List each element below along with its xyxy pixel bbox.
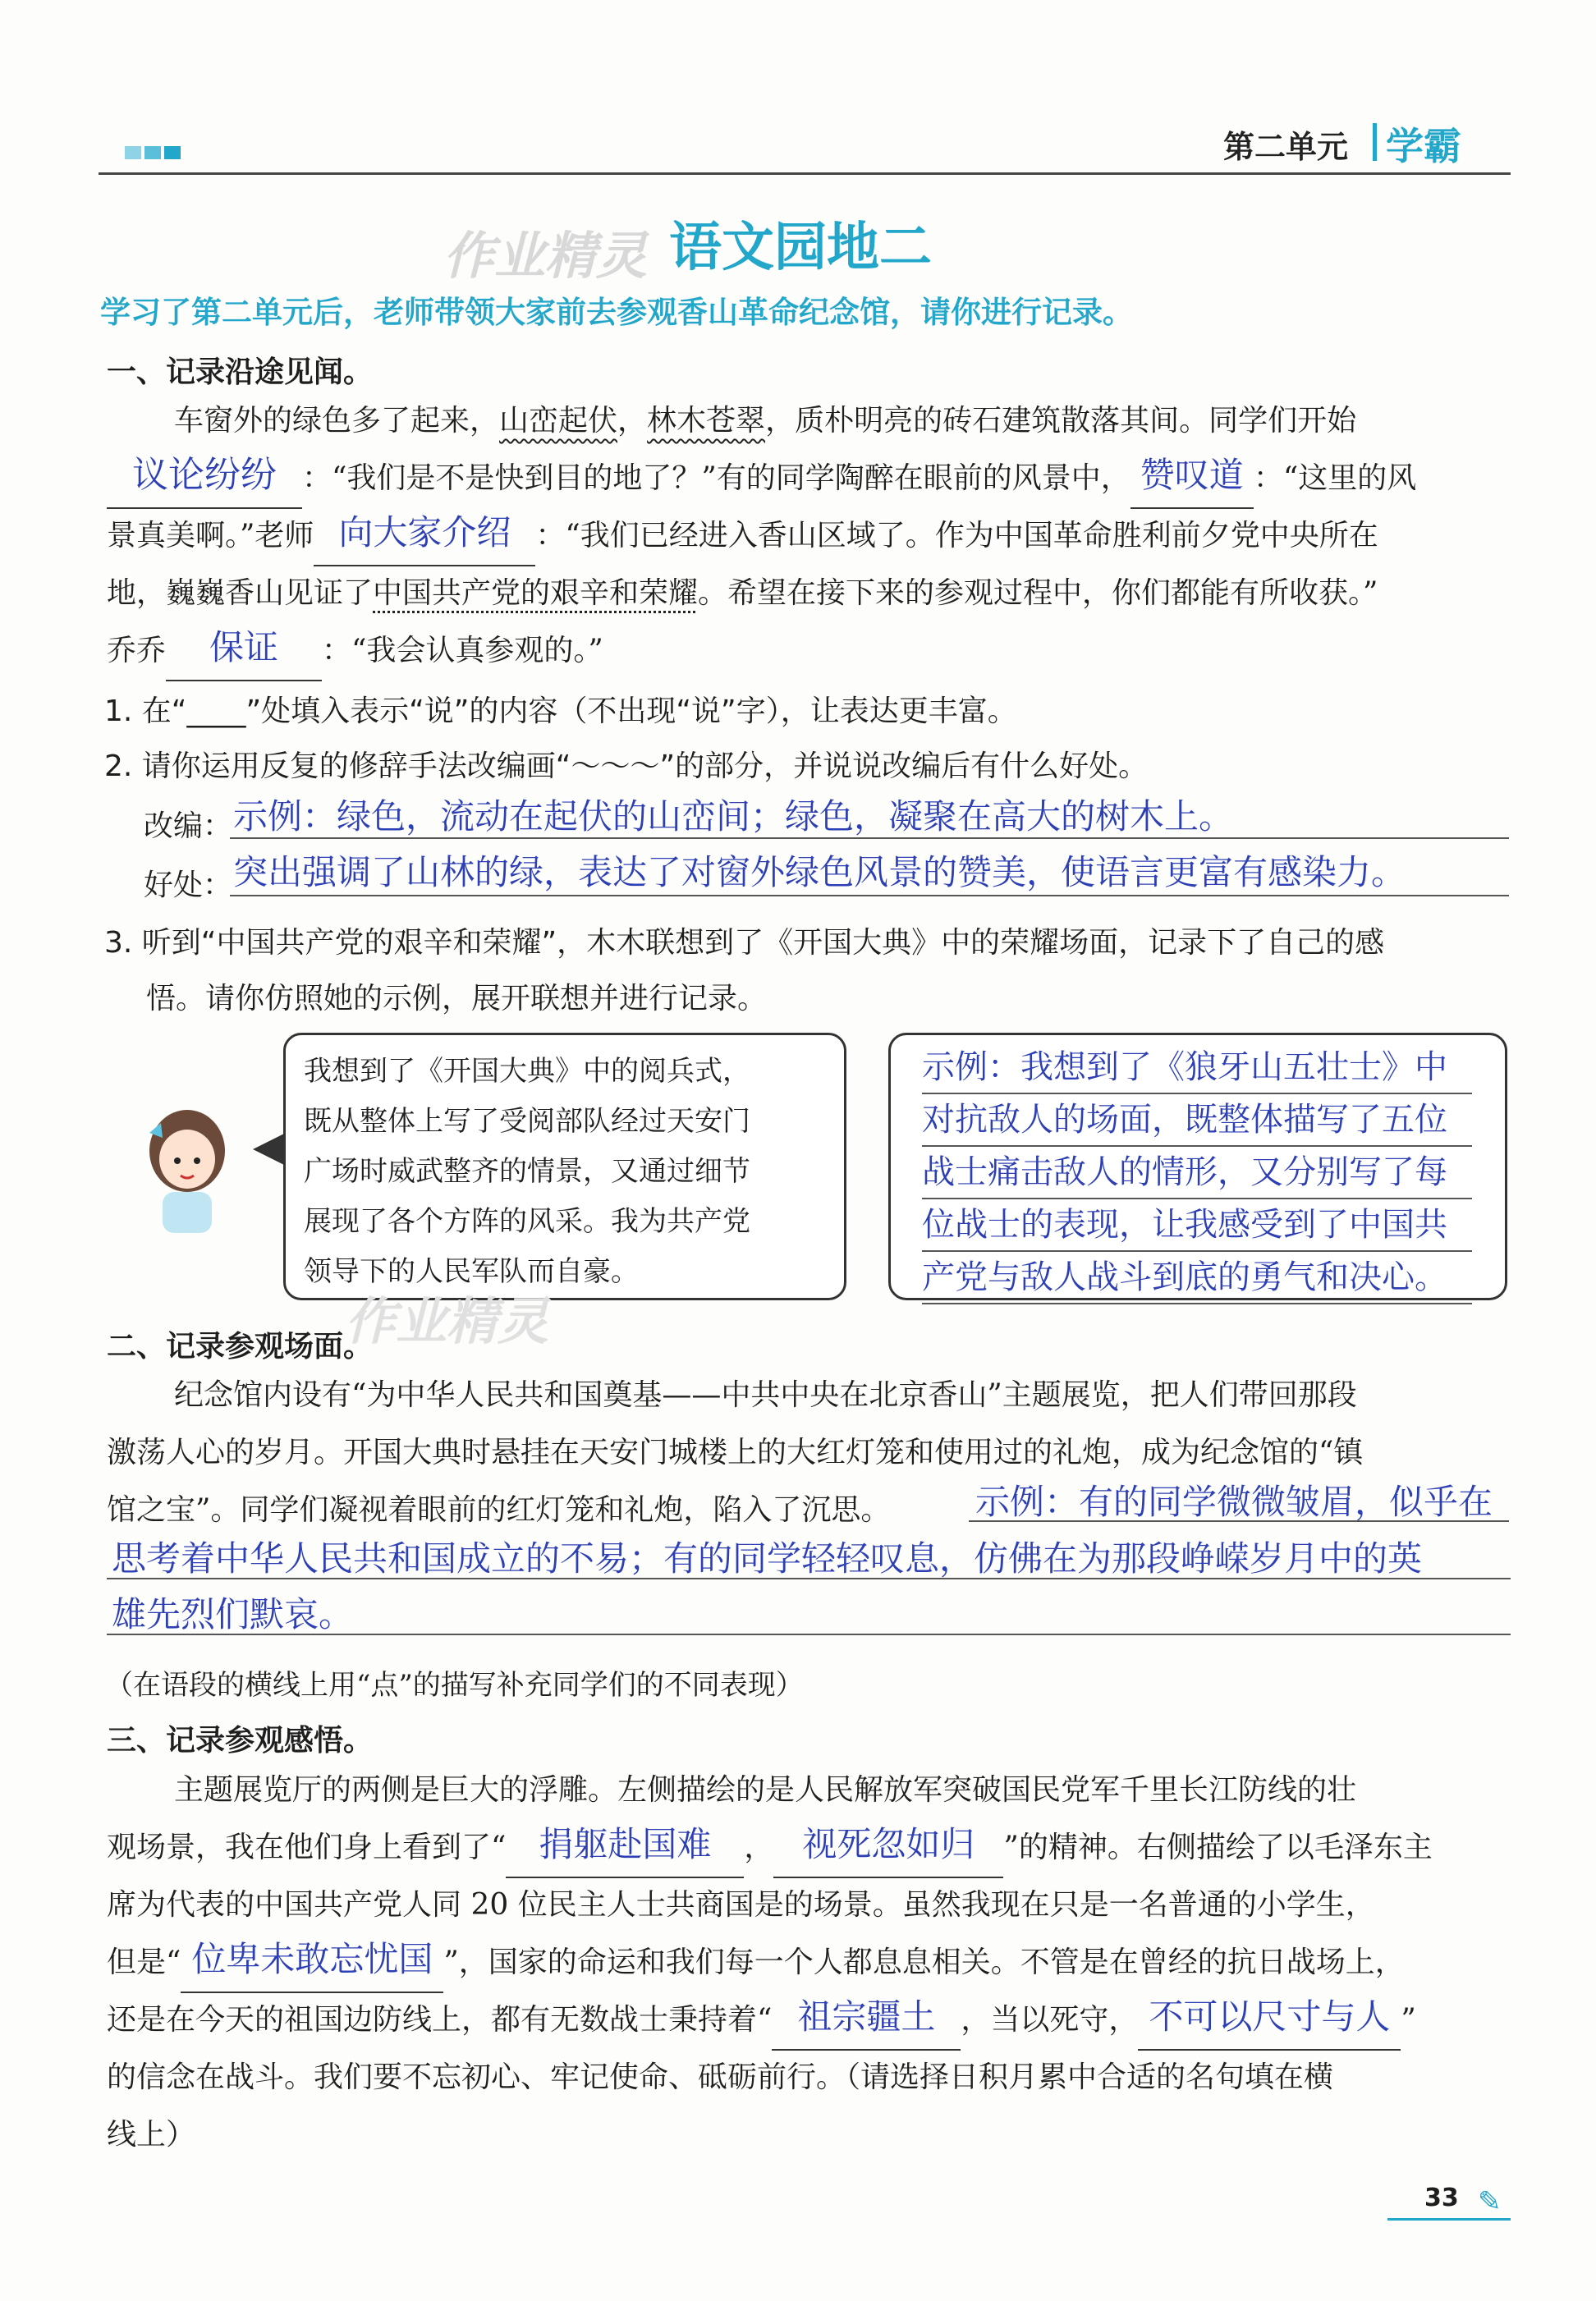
s1-line-5: 乔乔 保证 ：“我会认真参观的。” [107,622,1511,681]
bubble-line: 广场时威武整齐的情景，又通过细节 [304,1155,750,1188]
blank-s3-4[interactable]: 祖宗疆土 [772,1992,961,2051]
page-number: 33 [1424,2184,1459,2212]
watermark-2: 作业精灵 [345,1291,549,1351]
benefit-answer: 突出强调了山林的绿，表达了对窗外绿色风景的赞美，使语言更富有感染力。 [233,852,1406,892]
bubble-line: 展现了各个方阵的风采。我为共产党 [304,1205,750,1238]
blank-4[interactable]: 保证 [166,622,322,681]
girl-illustration [138,1100,236,1240]
answer-box-line: 对抗敌人的场面，既整体描写了五位 [922,1094,1472,1147]
blank-2[interactable]: 赞叹道 [1130,450,1254,509]
benefit-label: 好处： [144,869,233,902]
section-2-heading: 二、记录参观场面。 [107,1330,374,1364]
bubble-line: 既从整体上写了受阅部队经过天安门 [304,1105,750,1138]
question-1: 1. 在“____”处填入表示“说”的内容（不出现“说”字），让表达更丰富。 [104,694,1017,728]
s3-line-3: 席为代表的中国共产党人同 20 位民主人士共商国是的场景。虽然我现在只是一名普通的小学生， [107,1888,1375,1922]
blank-s3-5[interactable]: 不可以尺寸与人 [1138,1992,1401,2051]
benefit-line [230,895,1509,896]
unit-label: 第二单元 [1223,129,1349,165]
s2-answer-line-2 [107,1578,1511,1579]
s2-answer-line-1 [969,1520,1509,1522]
blank-s3-3[interactable]: 位卑未敢忘忧国 [181,1934,443,1993]
rewrite-line [230,837,1509,839]
answer-box-line: 产党与敌人战斗到底的勇气和决心。 [922,1252,1472,1304]
question-2: 2. 请你运用反复的修辞手法改编画“～～～”的部分，并说说改编后有什么好处。 [104,749,1149,783]
section-1-heading: 一、记录沿途见闻。 [107,355,374,389]
bubble-tail [253,1133,286,1166]
pencil-icon: ✎ [1478,2185,1502,2218]
s3-line-1: 主题展览厅的两侧是巨大的浮雕。左侧描绘的是人民解放军突破国民党军千里长江防线的壮 [174,1773,1357,1807]
s2-line-2: 激荡人心的岁月。开国大典时悬挂在天安门城楼上的大红灯笼和使用过的礼炮，成为纪念馆的“镇 [107,1436,1364,1469]
brand-separator [1373,123,1377,161]
blank-3[interactable]: 向大家介绍 [314,507,535,566]
question-3-line-2: 悟。请你仿照她的示例，展开联想并进行记录。 [146,982,768,1015]
s1-line-3: 景真美啊。”老师 向大家介绍 ：“我们已经进入香山区域了。作为中国革命胜利前夕党中央所在 [107,507,1511,566]
rewrite-label: 改编： [144,809,233,843]
s2-note: （在语段的横线上用“点”的描写补充同学们的不同表现） [105,1669,804,1702]
s2-answer-2: 思考着中华人民共和国成立的不易；有的同学轻轻叹息，仿佛在为那段峥嵘岁月中的英 [112,1538,1423,1579]
bubble-line: 领导下的人民军队而自豪。 [304,1255,639,1288]
answer-box-line: 位战士的表现，让我感受到了中国共 [922,1199,1472,1252]
s3-line-5: 还是在今天的祖国边防线上，都有无数战士秉持着“ 祖宗疆土 ，当以死守， 不可以尺寸与人 ” [107,1992,1511,2051]
question-3-line-1: 3. 听到“中国共产党的艰辛和荣耀”，木木联想到了《开国大典》中的荣耀场面，记录下了自己的感 [104,926,1385,960]
section-3-heading: 三、记录参观感悟。 [107,1724,374,1758]
brand-logo: 学霸 [1386,124,1461,168]
header-deco [125,146,190,161]
s1-line-2: 议论纷纷 ：“我们是不是快到目的地了？”有的同学陶醉在眼前的风景中， 赞叹道 ：“这里的风 [107,450,1511,509]
s2-answer-1: 示例：有的同学微微皱眉，似乎在 [975,1482,1493,1522]
blank-s3-1[interactable]: 捐躯赴国难 [506,1819,744,1878]
s2-line-1: 纪念馆内设有“为中华人民共和国奠基——中共中央在北京香山”主题展览，把人们带回那段 [174,1378,1357,1412]
blank-s3-2[interactable]: 视死忽如归 [773,1819,1003,1878]
s3-line-6: 的信念在战斗。我们要不忘初心、牢记使命、砥砺前行。（请选择日积月累中合适的名句填在横 [107,2060,1334,2094]
rewrite-answer: 示例：绿色，流动在起伏的山峦间；绿色，凝聚在高大的树木上。 [233,796,1234,837]
answer-box[interactable] [888,1033,1507,1300]
page-title: 语文园地二 [669,218,932,278]
header-rule [99,172,1511,175]
s3-line-2: 观场景，我在他们身上看到了“ 捐躯赴国难 ， 视死忽如归 ”的精神。右侧描绘了以毛泽东主 [107,1819,1511,1878]
answer-box-line: 示例：我想到了《狼牙山五壮士》中 [922,1042,1472,1094]
s2-answer-line-3 [107,1634,1511,1635]
blank-1[interactable]: 议论纷纷 [107,450,302,509]
speech-bubble [283,1033,846,1300]
answer-box-line: 战士痛击敌人的情形，又分别写了每 [922,1147,1472,1199]
s3-line-4: 但是“ 位卑未敢忘忧国 ”，国家的命运和我们每一个人都息息相关。不管是在曾经的抗日战场上， [107,1934,1511,1993]
s2-line-3: 馆之宝”。同学们凝视着眼前的红灯笼和礼炮，陷入了沉思。 [107,1493,891,1527]
bubble-line: 我想到了《开国大典》中的阅兵式， [304,1055,750,1088]
watermark: 作业精灵 [443,226,648,286]
s2-answer-3: 雄先烈们默哀。 [112,1594,354,1634]
intro-text: 学习了第二单元后，老师带领大家前去参观香山革命纪念馆，请你进行记录。 [100,295,1133,330]
s3-line-7: 线上） [107,2118,196,2152]
footer-rule [1387,2218,1511,2221]
s1-line-1: 车窗外的绿色多了起来，山峦起伏，林木苍翠，质朴明亮的砖石建筑散落其间。同学们开始 [174,404,1357,438]
s1-line-4: 地，巍巍香山见证了中国共产党的艰辛和荣耀。希望在接下来的参观过程中，你们都能有所收获。” [107,576,1378,610]
